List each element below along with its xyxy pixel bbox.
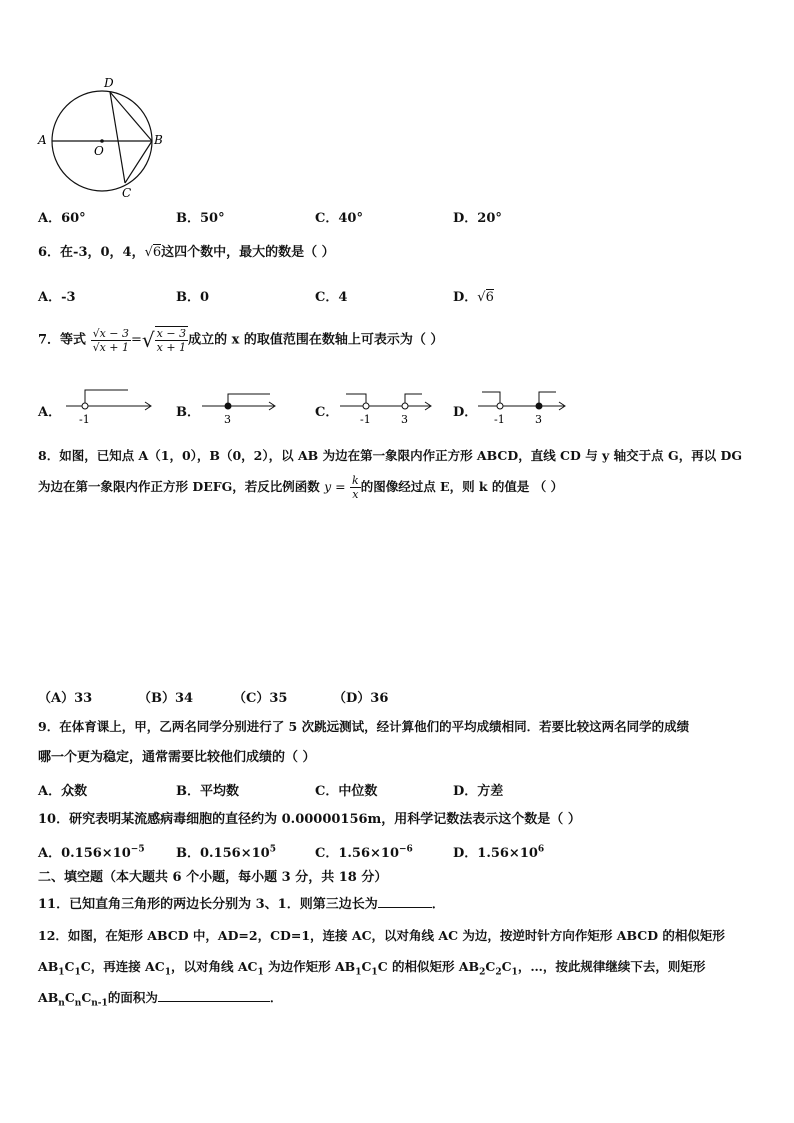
tick-d2: 3 xyxy=(535,413,542,426)
q7-equals: = xyxy=(131,332,142,348)
q11-answer-blank[interactable] xyxy=(378,907,432,908)
label-a: A xyxy=(38,133,47,147)
q8-func-frac xyxy=(350,474,361,501)
q10-option-d-base: D．1.56×10 xyxy=(453,846,538,861)
q12-l2-e: 为边作矩形 AB xyxy=(263,959,356,974)
q8-option-c: （C）35 xyxy=(233,691,288,706)
q5-option-a: A．60° xyxy=(38,211,86,226)
q12-l2-h: C xyxy=(485,959,496,974)
q8-line2-before: 为边在第一象限内作正方形 DEFG，若反比例函数 xyxy=(38,479,320,494)
center-dot xyxy=(100,139,104,143)
q10-option-c xyxy=(315,842,413,861)
q10-option-a-base: A．0.156×10 xyxy=(38,846,131,861)
q10-option-c-exp: −6 xyxy=(399,844,413,855)
q9-option-d: D．方差 xyxy=(453,784,504,799)
sqrt-symbol-icon: √ xyxy=(144,245,153,260)
open-dot-icon xyxy=(82,403,88,409)
q5-option-b: B．50° xyxy=(176,211,225,226)
q12-l2-sub: 1 xyxy=(511,967,518,978)
q8-func-den: x xyxy=(352,488,359,501)
q12-l2-a: AB xyxy=(38,959,59,974)
q11-end: ． xyxy=(431,897,445,912)
q6-option-d-prefix: D． xyxy=(453,290,478,305)
q12-l2-sub: 1 xyxy=(355,967,362,978)
q7-stem-prefix: 7．等式 xyxy=(38,332,87,348)
tick-d1: -1 xyxy=(494,413,505,426)
q12-end: ． xyxy=(269,990,283,1005)
q8-line2-after: 的图像经过点 E，则 k 的值是 （ ） xyxy=(360,479,564,494)
number-line-a xyxy=(64,384,156,428)
q12-l3-sub: n-1 xyxy=(91,998,108,1009)
q6-radicand: 6 xyxy=(152,245,162,260)
open-dot-icon xyxy=(497,403,503,409)
q12-l2-g: C 的相似矩形 AB xyxy=(377,959,480,974)
q6-stem xyxy=(38,244,335,262)
q8-option-b: （B）34 xyxy=(138,691,194,706)
label-d: D xyxy=(104,76,114,90)
tick-c1: -1 xyxy=(360,413,371,426)
q12-l2-sub: 1 xyxy=(58,967,65,978)
q12-l3-c: C xyxy=(81,990,92,1005)
q7-frac-right xyxy=(155,326,188,354)
q12-l2-b: C xyxy=(64,959,75,974)
q8-option-d: （D）36 xyxy=(333,691,389,706)
q7-option-c-label: C． xyxy=(315,405,339,420)
q9-option-c: C．中位数 xyxy=(315,784,378,799)
q7-frac-right-den: x + 1 xyxy=(156,341,187,354)
label-c: C xyxy=(122,186,132,200)
q12-answer-blank[interactable] xyxy=(158,1001,270,1002)
q7-frac-left-num: √x − 3 xyxy=(92,326,129,340)
q9-line2: 哪一个更为稳定，通常需要比较他们成绩的（ ） xyxy=(38,750,316,765)
q12-l2-sub: 1 xyxy=(257,967,264,978)
q10-option-a-exp: −5 xyxy=(130,844,145,855)
q10-stem: 10．研究表明某流感病毒细胞的直径约为 0.00000156m，用科学记数法表示这个数是（ ） xyxy=(38,812,581,827)
q12-l3-a: AB xyxy=(38,990,59,1005)
tick-b: 3 xyxy=(224,413,231,426)
q6-option-d-radicand: 6 xyxy=(485,290,494,305)
q12-l2-j: ，…，按此规律继续下去，则矩形 xyxy=(517,959,706,974)
q11-stem-text: 11．已知直角三角形的两边长分别为 3、1．则第三边长为 xyxy=(38,897,378,912)
q10-option-b-exp: 5 xyxy=(269,844,276,855)
q7-option-a-label: A． xyxy=(38,405,62,420)
chord-dc xyxy=(110,92,125,183)
q12-l2-i: C xyxy=(501,959,512,974)
section-2-heading: 二、填空题（本大题共 6 个小题，每小题 3 分，共 18 分） xyxy=(38,870,388,885)
q9-option-a: A．众数 xyxy=(38,784,88,799)
open-dot-icon xyxy=(363,403,369,409)
q6-stem-after: 这四个数中，最大的数是（ ） xyxy=(161,245,335,260)
number-line-d xyxy=(476,384,572,428)
q10-option-d-exp: 6 xyxy=(537,844,545,855)
circle-figure xyxy=(34,72,170,202)
q10-option-b-base: B．0.156×10 xyxy=(176,846,270,861)
q6-option-c: C．4 xyxy=(315,290,348,305)
label-o: O xyxy=(94,144,104,158)
q5-option-d: D．20° xyxy=(453,211,502,226)
tick-a: -1 xyxy=(79,413,90,426)
open-dot-icon xyxy=(402,403,408,409)
q11-stem xyxy=(38,896,445,914)
q12-l2-sub: 1 xyxy=(74,967,81,978)
q12-l3-sub: n xyxy=(74,998,82,1009)
q12-l3-sub: n xyxy=(58,998,65,1009)
number-line-b xyxy=(200,384,280,428)
q7-stem-after: 成立的 x 的取值范围在数轴上可表示为（ ） xyxy=(188,332,444,348)
q7-option-d-label: D． xyxy=(453,405,478,420)
q7-frac-left xyxy=(91,327,131,354)
sqrt-symbol-icon: √ xyxy=(141,328,155,352)
number-line-c xyxy=(338,384,438,428)
q12-l2-d: ，以对角线 AC xyxy=(170,959,258,974)
q12-line1: 12．如图，在矩形 ABCD 中，AD=2，CD=1，连接 AC，以对角线 AC 为边，按逆时针方向作矩形 ABCD 的相似矩形 xyxy=(38,928,725,943)
q8-line1: 8．如图，已知点 A（1，0），B（0，2），以 AB 为边在第一象限内作正方形 ABCD，直线 CD 与 y 轴交于点 G，再以 DG xyxy=(38,448,743,463)
q12-l2-sub: 2 xyxy=(479,967,486,978)
q10-option-a xyxy=(38,842,145,861)
filled-dot-icon xyxy=(536,403,542,409)
q8-option-a: （A）33 xyxy=(38,691,93,706)
q7-stem xyxy=(38,326,443,354)
q12-l2-sub: 2 xyxy=(495,967,502,978)
q12-l2-sub: 1 xyxy=(371,967,378,978)
sqrt-symbol-icon: √ xyxy=(477,290,486,305)
q6-option-a: A．-3 xyxy=(38,290,76,305)
label-b: B xyxy=(154,133,163,147)
q12-l2-f: C xyxy=(361,959,372,974)
q12-l2-sub: 1 xyxy=(164,967,171,978)
q8-line2 xyxy=(38,474,563,501)
q12-l3-end: 的面积为 xyxy=(107,990,158,1005)
q9-line1: 9．在体育课上，甲，乙两名同学分别进行了 5 次跳远测试，经计算他们的平均成绩相同．若要比较这两名同学的成绩 xyxy=(38,719,690,734)
q5-option-c: C．40° xyxy=(315,211,363,226)
tick-c2: 3 xyxy=(401,413,408,426)
q10-option-b xyxy=(176,842,276,861)
filled-dot-icon xyxy=(225,403,231,409)
q10-option-d xyxy=(453,842,544,861)
q7-option-b-label: B． xyxy=(176,405,200,420)
q8-func-num: k xyxy=(352,474,359,487)
q12-line2 xyxy=(38,958,705,982)
q12-l3-b: C xyxy=(64,990,75,1005)
q6-option-d xyxy=(453,286,494,305)
q6-stem-before: 6．在-3，0，4， xyxy=(38,245,145,260)
q6-option-b: B．0 xyxy=(176,290,210,305)
q10-option-c-base: C．1.56×10 xyxy=(315,846,399,861)
q8-func-y: y = xyxy=(324,479,346,494)
q12-l2-c: C，再连接 AC xyxy=(80,959,165,974)
q12-line3 xyxy=(38,989,282,1013)
q7-frac-right-num: x − 3 xyxy=(156,327,187,340)
q9-option-b: B．平均数 xyxy=(176,784,239,799)
q7-frac-left-den: √x + 1 xyxy=(92,340,129,354)
